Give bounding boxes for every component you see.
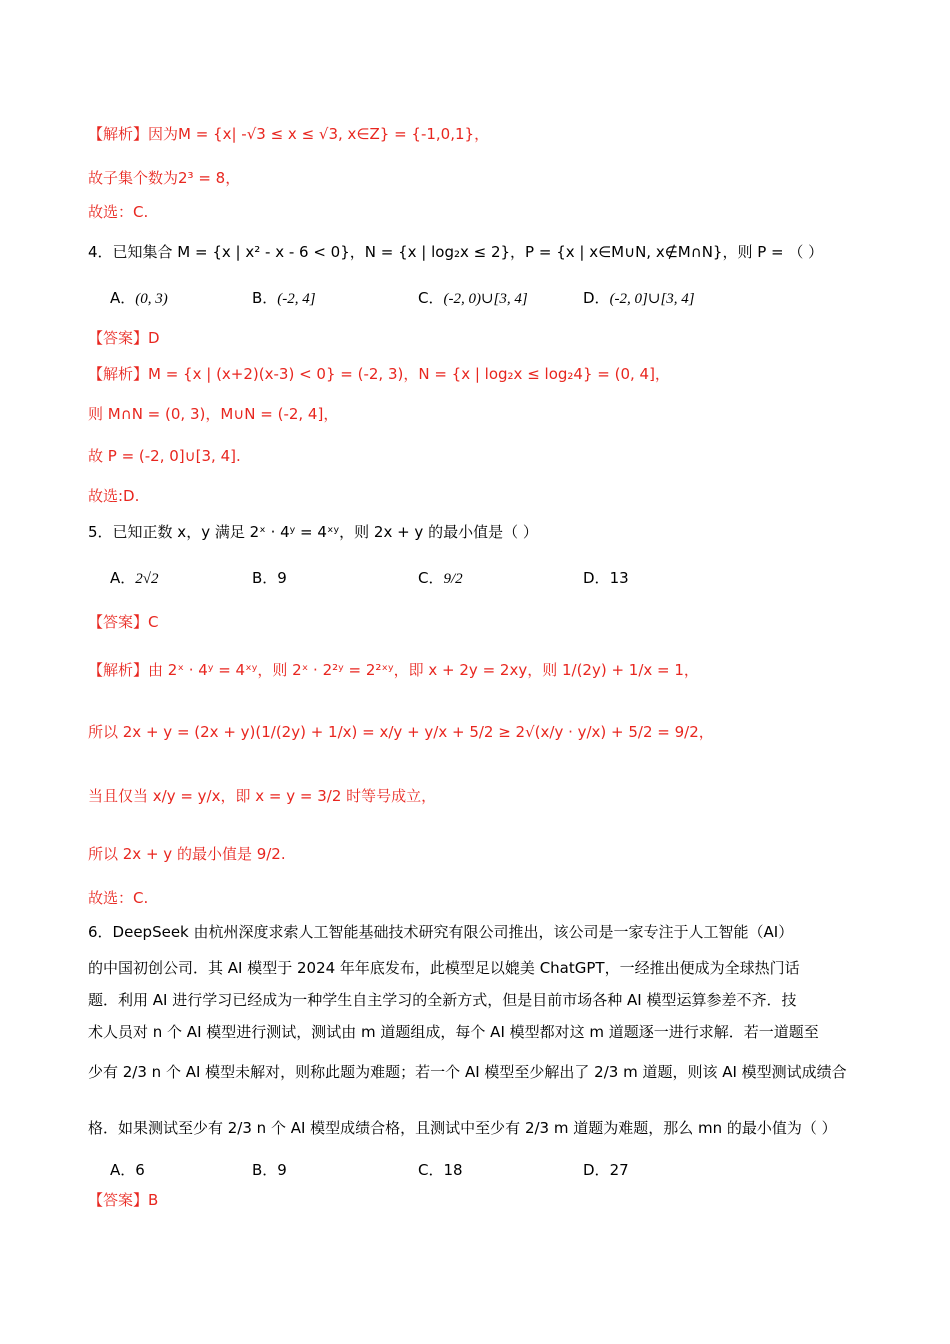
q5-analysis-line4: 所以 2x + y 的最小值是 9/2.	[88, 845, 286, 863]
analysis-tag: 【解析】	[88, 125, 149, 143]
q3-analysis-line2: 故子集个数为2³ = 8，	[88, 169, 241, 187]
q4-analysis-line3: 故 P = (-2, 0]∪[3, 4].	[88, 447, 241, 465]
q5-option-d: D．13	[583, 569, 629, 587]
q4-option-a: A．(0, 3)	[110, 289, 168, 307]
answer-tag: 【答案】	[88, 329, 149, 347]
q5-analysis-line1: 【解析】由 2ˣ · 4ʸ = 4ˣʸ，则 2ˣ · 2²ʸ = 2²ˣʸ，即 x + 2y = 2xy，则 1/(2y) + 1/x = 1，	[88, 661, 699, 679]
q5-stem: 5．已知正数 x，y 满足 2ˣ · 4ʸ = 4ˣʸ，则 2x + y 的最小值是（ ）	[88, 523, 538, 541]
analysis-tag: 【解析】	[88, 661, 149, 679]
q6-stem-line4: 术人员对 n 个 AI 模型进行测试，测试由 m 道题组成，每个 AI 模型都对这 m 道题逐一进行求解．若一道题至	[88, 1023, 819, 1041]
q4-option-b: B．(-2, 4]	[252, 289, 316, 307]
q6-option-a: A．6	[110, 1161, 145, 1179]
q5-analysis-line3: 当且仅当 x/y = y/x，即 x = y = 3/2 时等号成立，	[88, 787, 437, 805]
q4-answer	[88, 328, 160, 348]
q5-analysis-line5: 故选：C.	[88, 889, 149, 907]
answer-tag: 【答案】	[88, 613, 149, 631]
q4-analysis-line4: 故选:D.	[88, 487, 140, 505]
q4-analysis-line2: 则 M∩N = (0, 3)，M∪N = (-2, 4]，	[88, 405, 339, 423]
q5-option-c: C．9/2	[418, 569, 463, 587]
answer-value: D	[148, 329, 160, 347]
q6-stem-line1: 6．DeepSeek 由杭州深度求索人工智能基础技术研究有限公司推出，该公司是一家专注于人工智能（AI）	[88, 923, 794, 941]
q5-option-a: A．2√2	[110, 569, 159, 587]
q5-answer	[88, 612, 159, 632]
answer-value: C	[148, 613, 159, 631]
q5-analysis-line2: 所以 2x + y = (2x + y)(1/(2y) + 1/x) = x/y + y/x + 5/2 ≥ 2√(x/y · y/x) + 5/2 = 9/2，	[88, 723, 714, 741]
q6-answer	[88, 1190, 158, 1210]
q6-stem-line5: 少有 2/3 n 个 AI 模型未解对，则称此题为难题；若一个 AI 模型至少解出了 2/3 m 道题，则该 AI 模型测试成绩合	[88, 1063, 847, 1081]
answer-value: B	[148, 1191, 159, 1209]
q6-stem-line3: 题．利用 AI 进行学习已经成为一种学生自主学习的全新方式，但是目前市场各种 AI 模型运算参差不齐．技	[88, 991, 797, 1009]
q3-analysis-line1: 【解析】因为M = {x| -√3 ≤ x ≤ √3, x∈Z} = {-1,0,1}，	[88, 125, 490, 143]
q3-analysis-line3: 故选：C.	[88, 203, 149, 221]
q6-option-b: B．9	[252, 1161, 287, 1179]
answer-tag: 【答案】	[88, 1191, 149, 1209]
q6-stem-line6: 格．如果测试至少有 2/3 n 个 AI 模型成绩合格，且测试中至少有 2/3 m 道题为难题，那么 mn 的最小值为（ ）	[88, 1119, 837, 1137]
q4-option-c: C．(-2, 0)∪[3, 4]	[418, 289, 528, 307]
q6-option-c: C．18	[418, 1161, 463, 1179]
q4-analysis-line1: 【解析】M = {x | (x+2)(x-3) < 0} = (-2, 3)，N = {x | log₂x ≤ log₂4} = (0, 4]，	[88, 365, 670, 383]
q4-stem: 4．已知集合 M = {x | x² - x - 6 < 0}，N = {x | log₂x ≤ 2}，P = {x | x∈M∪N, x∉M∩N}，则 P = （ ）	[88, 243, 824, 261]
q5-option-b: B．9	[252, 569, 287, 587]
q6-stem-line2: 的中国初创公司．其 AI 模型于 2024 年年底发布，此模型足以媲美 ChatGPT，一经推出便成为全球热门话	[88, 959, 800, 977]
q6-option-d: D．27	[583, 1161, 629, 1179]
q4-option-d: D．(-2, 0]∪[3, 4]	[583, 289, 695, 307]
analysis-tag: 【解析】	[88, 365, 149, 383]
